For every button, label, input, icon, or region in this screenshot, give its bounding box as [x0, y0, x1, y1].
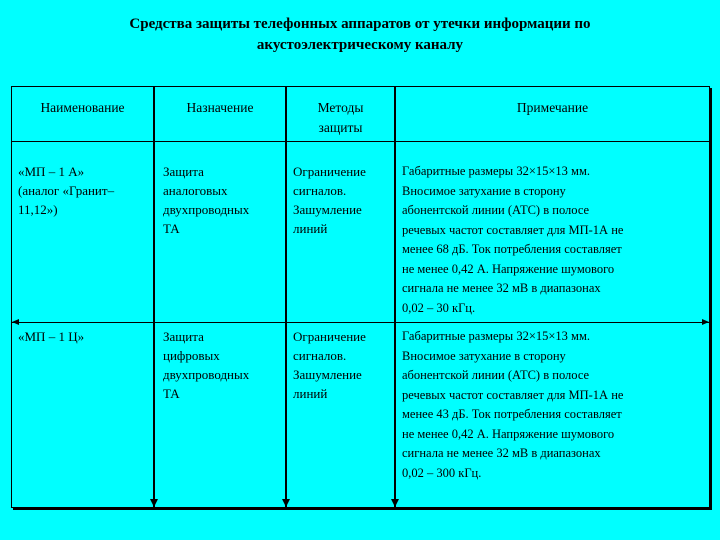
- header-row-divider: [12, 141, 709, 142]
- row-divider: [12, 322, 709, 323]
- header-purpose: Назначение: [186, 100, 254, 115]
- title-line-1: Средства защиты телефонных аппаратов от утечки информации по: [129, 16, 591, 32]
- row-1-purpose: Защита аналоговых двухпроводных ТА: [163, 164, 250, 236]
- header-methods-line-1: Методы: [317, 100, 364, 115]
- column-divider-2: [285, 87, 287, 507]
- row-2-purpose: Защита цифровых двухпроводных ТА: [163, 329, 250, 401]
- protection-table: [11, 86, 710, 508]
- header-note: Примечание: [516, 100, 589, 115]
- row-1-note: Габаритные размеры 32×15×13 мм. Вносимое затухание в сторону абонентской линии (АТС) в полосе речевых частот составляет для МП-1А не менее 68 дБ. Ток потребления составляет не менее 0,42 А. Напряжение шумового сигнала не менее 32 мВ в диапазонах 0,02 – 30 кГц.: [402, 164, 624, 315]
- header-methods-line-2: защиты: [318, 120, 363, 135]
- column-divider-3: [394, 87, 396, 507]
- row-1-name: «МП – 1 А» (аналог «Гранит– 11,12»): [18, 164, 115, 217]
- row-2-methods: Ограничение сигналов. Зашумление линий: [293, 329, 366, 401]
- title-line-2: акустоэлектрическому каналу: [256, 37, 464, 53]
- header-methods: [287, 98, 394, 138]
- row-1-methods: Ограничение сигналов. Зашумление линий: [293, 164, 366, 236]
- page-title: [0, 14, 720, 56]
- header-name: Наименование: [40, 100, 125, 115]
- row-2-name: «МП – 1 Ц»: [18, 329, 85, 344]
- row-2-note: Габаритные размеры 32×15×13 мм. Вносимое затухание в сторону абонентской линии (АТС) в полосе речевых частот составляет для МП-1А не менее 43 дБ. Ток потребления составляет не менее 0,42 А. Напряжение шумового сигнала не менее 32 мВ в диапазонах 0,02 – 300 кГц.: [402, 329, 624, 480]
- column-divider-1: [153, 87, 155, 507]
